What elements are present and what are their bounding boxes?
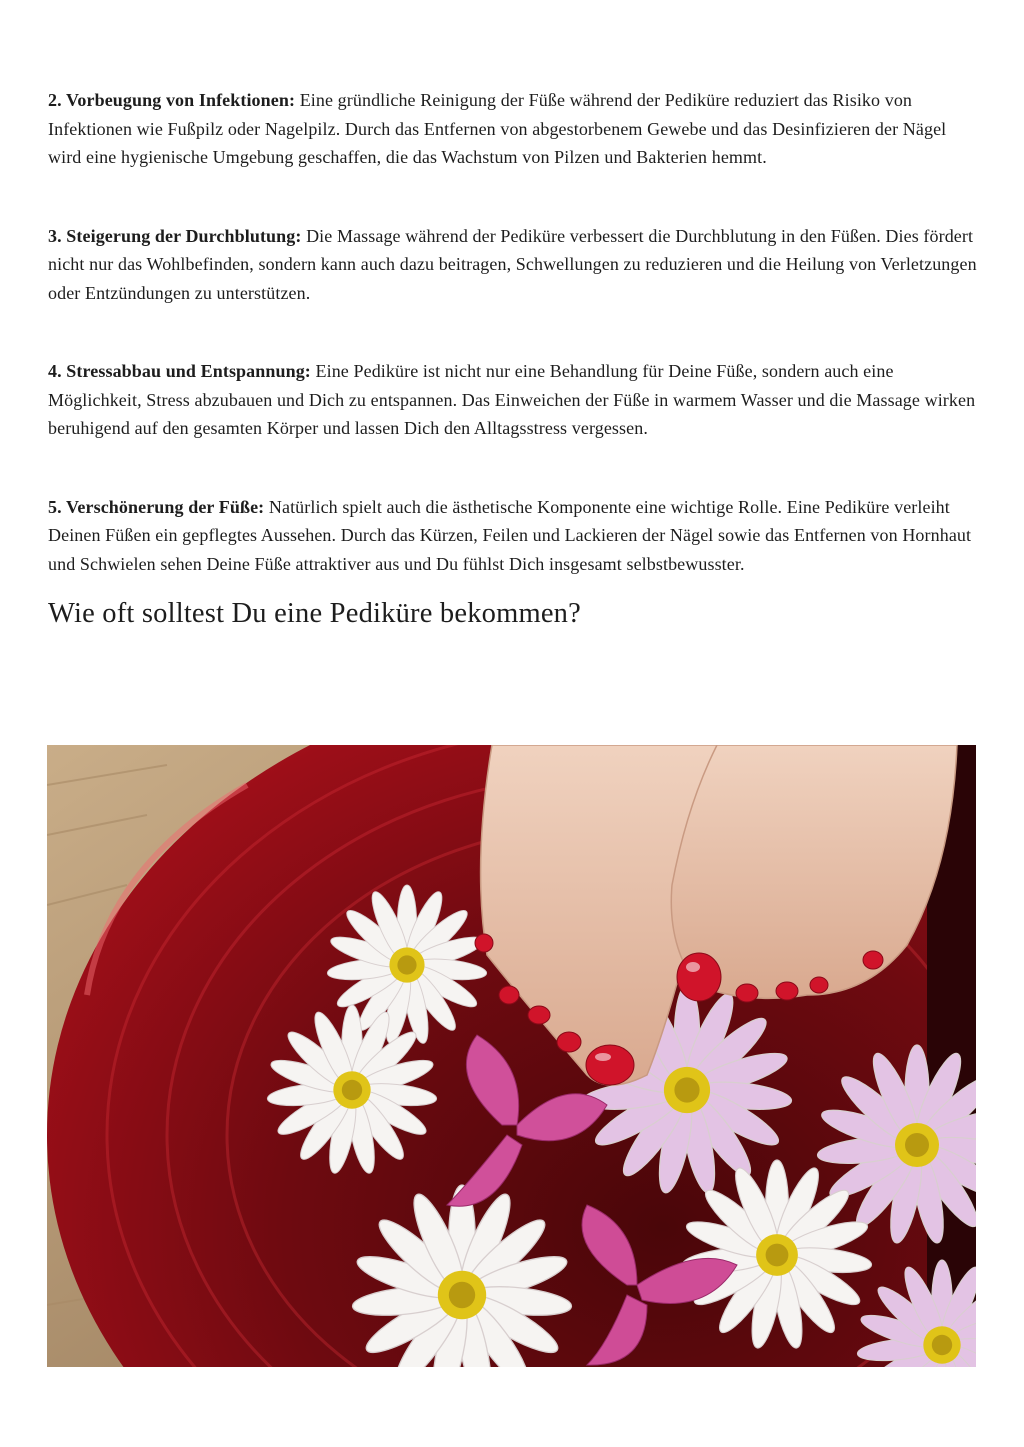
benefit-title: 3. Steigerung der Durchblutung: bbox=[48, 225, 302, 246]
benefit-text: Natürlich spielt auch die ästhetische Komponente eine wichtige Rolle. Eine Pediküre verleiht Deinen Füßen ein gepflegtes Aussehen. Durch das Kürzen, Feilen und Lackieren der Nägel sowie das Entfernen von Hornhaut und Schwielen sehen Deine Füße attraktiver aus und Du fühlst Dich insgesamt selbstbewusster. bbox=[48, 496, 972, 574]
benefit-paragraph-relaxation bbox=[48, 357, 978, 443]
benefit-paragraph-infections bbox=[48, 86, 978, 172]
benefit-paragraph-beautification bbox=[48, 493, 978, 579]
benefit-title: 5. Verschönerung der Füße: bbox=[48, 496, 265, 517]
article-content bbox=[48, 86, 978, 632]
benefit-title: 4. Stressabbau und Entspannung: bbox=[48, 361, 311, 381]
section-heading: Wie oft solltest Du eine Pediküre bekommen? bbox=[48, 598, 581, 629]
benefit-paragraph-circulation bbox=[48, 222, 978, 308]
pedicure-photo bbox=[47, 745, 976, 1367]
benefit-text: Eine Pediküre ist nicht nur eine Behandlung für Deine Füße, sondern auch eine Möglichkeit, Stress abzubauen und Dich zu entspannen. Das Einweichen der Füße in warmem Wasser und die Massage wirken beruhigend auf den gesamten Körper und lassen Dich den Alltagsstress vergessen. bbox=[48, 361, 976, 438]
benefit-text: Eine gründliche Reinigung der Füße während der Pediküre reduziert das Risiko von Infektionen wie Fußpilz oder Nagelpilz. Durch das Entfernen von abgestorbenem Gewebe und das Desinfizieren der Nägel wird eine hygienische Umgebung geschaffen, die das Wachstum von Pilzen und Bakterien hemmt. bbox=[48, 90, 947, 167]
benefit-text: Die Massage während der Pediküre verbessert die Durchblutung in den Füßen. Dies fördert nicht nur das Wohlbefinden, sondern kann auch dazu beitragen, Schwellungen zu reduzieren und die Heilung von Verletzungen oder Entzündungen zu unterstützen. bbox=[48, 225, 977, 303]
benefit-title: 2. Vorbeugung von Infektionen: bbox=[48, 90, 296, 110]
